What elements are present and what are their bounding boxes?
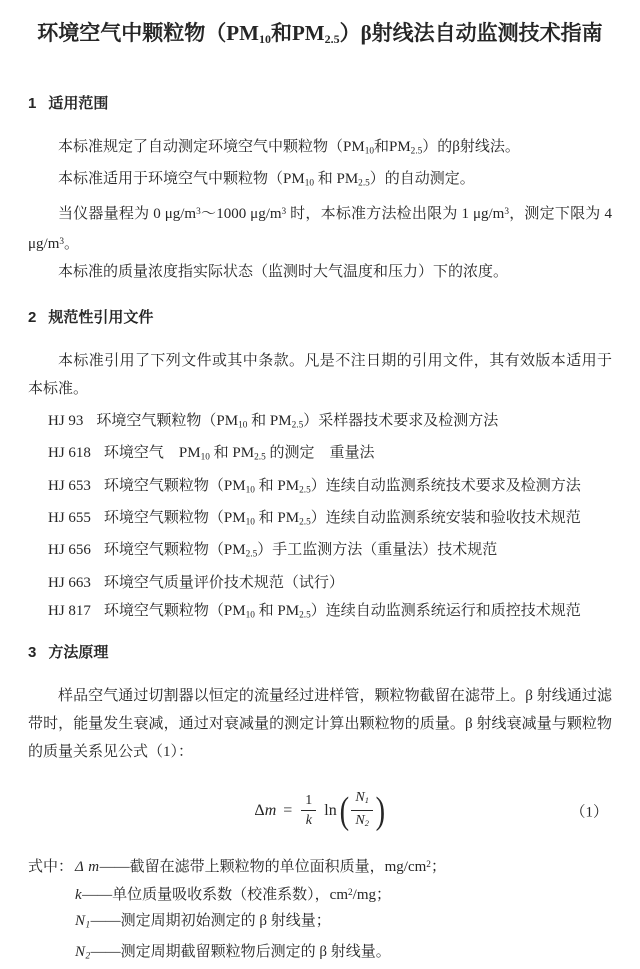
ln-function: ln	[324, 801, 337, 819]
section-3-number: 3	[28, 643, 37, 661]
reference-item	[48, 569, 612, 597]
definition-desc: ——截留在滤带上颗粒物的单位面积质量，$mg/cm^2$；	[99, 859, 446, 876]
reference-code: HJ 653	[48, 477, 91, 494]
reference-item	[48, 439, 612, 471]
fraction-one-over-k	[301, 792, 316, 829]
definition-row	[28, 908, 612, 938]
reference-title: 环境空气 $PM_{10}$ 和 $PM_{2.5}$ 的测定 重量法	[103, 445, 375, 463]
fraction-denominator: k	[305, 813, 312, 829]
paragraph: 样品空气通过切割器以恒定的流量经过进样管，颗粒物截留在滤带上。β 射线通过滤带时，能量发生衰减，通过对衰减量的测定计算出颗粒物的质量。β 射线衰减量与颗粒物的质量关系见公式（1）：	[28, 687, 612, 760]
definition-term: $N_1$	[75, 913, 91, 931]
reference-title: 环境空气颗粒物（$PM_{10}$ 和 $PM_{2.5}$）连续自动监测系统安装和验收技术规范	[103, 509, 581, 528]
section-1-heading	[28, 94, 612, 114]
paragraph: 本标准规定了自动测定环境空气中颗粒物（$PM_{10}$和$PM_{2.5}$）的β射线法。	[58, 139, 520, 157]
section-2-number: 2	[28, 308, 37, 326]
section-1-title: 适用范围	[48, 95, 109, 112]
reference-item	[48, 472, 612, 504]
fraction-n1-over-n2	[351, 789, 373, 832]
fraction-denominator: $N_2$	[355, 813, 369, 829]
reference-list	[28, 407, 612, 629]
section-3-title: 方法原理	[48, 643, 109, 661]
equation-number: （1）	[570, 804, 608, 821]
definition-desc: ——单位质量吸收系数（校准系数），$cm^2/mg$；	[82, 887, 391, 904]
paragraph: 本标准的质量浓度指实际状态（监测时大气温度和压力）下的浓度。	[58, 263, 509, 280]
reference-item	[48, 504, 612, 536]
reference-title: 环境空气颗粒物（$PM_{10}$ 和 $PM_{2.5}$）连续自动监测系统运行和质控技术规范	[103, 602, 581, 620]
reference-code: HJ 656	[48, 542, 91, 559]
reference-title: 环境空气颗粒物（$PM_{10}$ 和 $PM_{2.5}$）采样器技术要求及检测方法	[96, 412, 499, 431]
mass-variable: m	[264, 801, 277, 819]
reference-item	[48, 597, 612, 629]
document-title: 环境空气中颗粒物（$PM_{10}$和$PM_{2.5})\beta$射线法自动监测技术指南	[37, 21, 603, 46]
section-1-number: 1	[28, 95, 37, 112]
definition-desc: ——测定周期初始测定的 β 射线量；	[90, 913, 331, 930]
reference-code: HJ 817	[48, 602, 91, 619]
definition-row	[28, 880, 612, 908]
reference-title: 环境空气质量评价技术规范（试行）	[103, 574, 344, 591]
reference-title: 环境空气颗粒物（$PM_{10}$ 和 $PM_{2.5}$）连续自动监测系统技术要求及检测方法	[103, 477, 581, 495]
section-3-heading	[28, 643, 612, 663]
definition-term: k	[75, 887, 83, 904]
paragraph: 本标准引用了下列文件或其中条款。凡是不注日期的引用文件，其有效版本适用于本标准。	[28, 352, 612, 397]
definition-row	[28, 852, 612, 880]
definition-desc: ——测定周期截留颗粒物后测定的 β 射线量。	[90, 943, 391, 960]
reference-title: 环境空气颗粒物$(PM_{2.5})$手工监测方法（重量法）技术规范	[103, 542, 498, 560]
section-2-heading	[28, 308, 612, 328]
reference-code: HJ 93	[48, 412, 84, 429]
fraction-numerator: $N_1$	[351, 789, 373, 811]
section-2-title: 规范性引用文件	[48, 308, 154, 326]
equals-sign: =	[283, 801, 293, 819]
equation-1-block	[28, 780, 612, 842]
reference-item	[48, 407, 612, 439]
paragraph: 本标准适用于环境空气中颗粒物（$PM_{10}$ 和 $PM_{2.5}$）的自动测定。	[58, 171, 475, 189]
right-paren: )	[375, 789, 386, 832]
definition-row	[28, 939, 612, 969]
definition-term: $N_2$	[75, 943, 91, 961]
paragraph: 当仪器量程为 0 $\mu g/m^3\sim 1000$ $\mu g/m^3$ 时，本标准方法检出限为 1 $\mu g/m^3$，测定下限为 4 $\mu g/m^3$。	[28, 205, 612, 252]
definition-term: Δ m	[75, 859, 100, 876]
fraction-numerator: 1	[301, 792, 316, 811]
reference-item	[48, 536, 612, 568]
reference-code: HJ 618	[48, 445, 91, 462]
reference-code: HJ 655	[48, 509, 91, 526]
definitions-label: 式中：	[28, 859, 74, 876]
equation-1	[254, 789, 385, 832]
variable-definitions	[28, 852, 612, 969]
reference-code: HJ 663	[48, 574, 91, 591]
left-paren: (	[339, 789, 349, 832]
delta-symbol: Δ	[254, 801, 265, 819]
